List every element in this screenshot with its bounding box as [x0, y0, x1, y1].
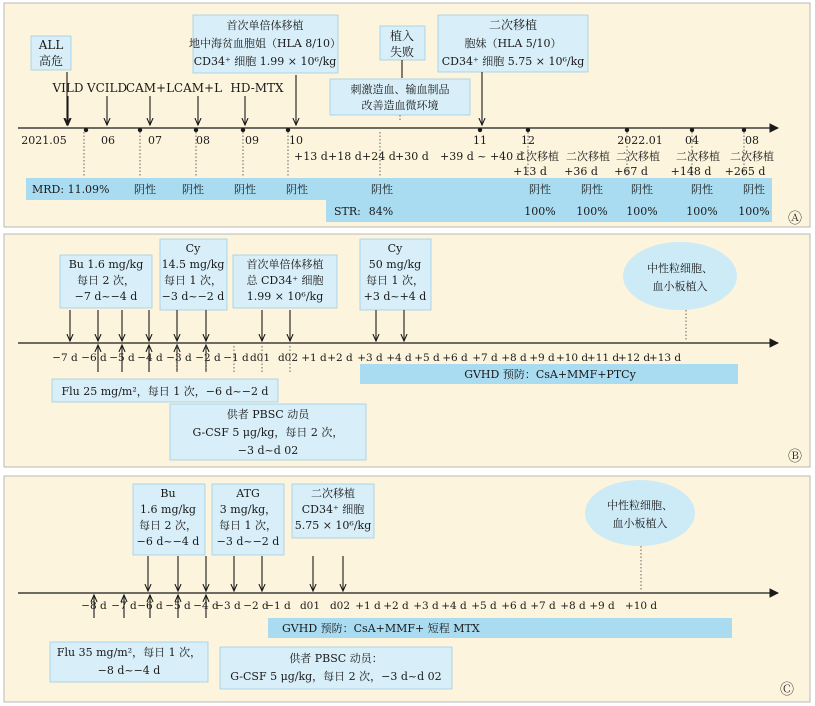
mrd-value: 阴性 [529, 183, 551, 196]
month-label: 2021.05 [21, 134, 67, 147]
str-value: 100% [524, 205, 556, 218]
atg-line: −3 d~−2 d [216, 535, 280, 548]
panel-b-tick-label: −3 d [166, 352, 192, 364]
mrd-value: 阴性 [631, 183, 653, 196]
month-label: 10 [289, 134, 303, 147]
post-second-day: +13 d [513, 165, 547, 178]
mobilize-c-line: 供者 PBSC 动员： [289, 652, 383, 665]
bu-line: 每日 2 次， [77, 274, 135, 287]
cy1-line: −3 d~−2 d [161, 290, 225, 303]
panel-b-tick-label: d02 [277, 352, 299, 364]
str-value: 100% [686, 205, 718, 218]
engraft-b-line: 血小板植入 [652, 280, 708, 293]
regimen-label: VILD [52, 81, 84, 95]
str-label: STR: [334, 205, 361, 218]
panel-b-tick-label: d01 [249, 352, 271, 364]
panel-c-tick-label: −8 d [81, 600, 107, 612]
regimen-label: CAM+L [173, 81, 223, 95]
cy2-line: 50 mg/kg [368, 258, 422, 271]
mrd-value: 阴性 [691, 183, 713, 196]
month-label: 09 [245, 134, 259, 147]
month-dot [742, 128, 746, 132]
panel-b-tick-label: +7 d [472, 352, 498, 364]
day-label: +18 d [328, 150, 362, 163]
engraft-c-ellipse [585, 480, 695, 546]
salvage-line: 改善造血微环境 [361, 99, 439, 112]
panel-c-tick-label: +9 d [589, 600, 615, 612]
panel-c-tick-label: −5 d [165, 600, 191, 612]
regimen-label: VCILD [86, 81, 128, 95]
panel-c-tick-label: +7 d [530, 600, 556, 612]
panel-c-tick-label: +2 d [383, 600, 409, 612]
panel-b-tick-label: −4 d [137, 352, 163, 364]
month-dot [84, 128, 88, 132]
panel-c-tick-label: +1 d [355, 600, 381, 612]
str-value: 100% [576, 205, 608, 218]
mobilize-b-line: −3 d~d 02 [237, 444, 299, 457]
panel-c-tick-label: +8 d [560, 600, 586, 612]
regimen-label: HD-MTX [230, 81, 284, 95]
graft-failure-line: 失败 [389, 45, 415, 59]
day-label: +24 d [362, 150, 396, 163]
cy2-line: 每日 1 次， [366, 274, 424, 287]
mobilize-b-line: G-CSF 5 μg/kg，每日 2 次， [192, 426, 344, 439]
panel-c-tick-label: −1 d [265, 600, 291, 612]
post-second-label: 二次移植 [515, 150, 559, 163]
first-transplant-line: 地中海贫血胞姐（HLA 8/10） [188, 37, 342, 50]
bu-c-line: Bu [160, 487, 176, 500]
panel-b-tick-label: +5 d [414, 352, 440, 364]
month-dot [625, 128, 629, 132]
graft-failure-line: 植入 [389, 29, 415, 43]
panel-c-tick-label: d02 [329, 600, 351, 612]
engraft-b-ellipse [623, 242, 737, 310]
cy1-line: 每日 1 次， [164, 274, 222, 287]
transplant-c-line: 二次移植 [311, 487, 355, 500]
transplant-b-line: 1.99 × 10⁶/kg [246, 290, 324, 303]
panel-b [4, 234, 810, 467]
panel-c-tick-label: +5 d [471, 600, 497, 612]
panel-b-tick-label: +6 d [442, 352, 468, 364]
panel-c-tick-label: +10 d [624, 600, 658, 612]
engraft-c-line: 中性粒细胞、 [607, 499, 673, 512]
bu-c-line: 每日 2 次， [139, 519, 197, 532]
panel-c-tick-label: −2 d [243, 600, 269, 612]
engraft-b-line: 中性粒细胞、 [647, 262, 713, 275]
mrd-value: 阴性 [581, 183, 603, 196]
bu-line: −7 d~−4 d [74, 290, 138, 303]
mobilize-b-line: 供者 PBSC 动员 [226, 408, 310, 421]
panel-c-tick-label: −3 d [215, 600, 241, 612]
first-transplant-line: CD34⁺ 细胞 1.99 × 10⁶/kg [193, 55, 337, 68]
month-label: 11 [473, 134, 487, 147]
mrd-value: 阴性 [743, 183, 765, 196]
panel-b-tick-label: +9 d [529, 352, 555, 364]
atg-line: 每日 1 次， [219, 519, 277, 532]
day-label: +13 d [294, 150, 328, 163]
panel-b-tick-label: +1 d [301, 352, 327, 364]
second-transplant-line: 二次移植 [488, 18, 538, 32]
panel-c-tick-label: −7 d [111, 600, 137, 612]
panel-c-label: Ⓒ [780, 682, 794, 698]
flu-b-text: Flu 25 mg/m²，每日 1 次，−6 d~−2 d [61, 385, 269, 398]
panel-a-label: Ⓐ [788, 211, 802, 227]
month-dot [241, 128, 245, 132]
panel-b-tick-label: +12 d [617, 352, 651, 364]
panel-b-tick-label: −1 d [223, 352, 249, 364]
panel-b-tick-label: +4 d [386, 352, 412, 364]
panel-b-tick-label: +13 d [648, 352, 682, 364]
salvage-line: 刺激造血、输血制品 [350, 83, 450, 96]
panel-c-tick-label: +3 d [413, 600, 439, 612]
panel-b-tick-label: +3 d [357, 352, 383, 364]
mrd-value: 阴性 [234, 183, 256, 196]
panel-c-tick-label: −6 d [137, 600, 163, 612]
atg-line: 3 mg/kg， [219, 503, 277, 516]
panel-b-tick-label: −6 d [81, 352, 107, 364]
diagnosis-line: 高危 [38, 54, 64, 68]
month-dot [478, 128, 482, 132]
month-dot [194, 128, 198, 132]
day-label: +30 d [395, 150, 429, 163]
str-value: 100% [626, 205, 658, 218]
month-dot [138, 128, 142, 132]
mrd-value: 阴性 [134, 183, 156, 196]
panel-c-tick-label: +6 d [501, 600, 527, 612]
mobilize-c-line: G-CSF 5 μg/kg，每日 2 次，−3 d~d 02 [230, 670, 442, 683]
panel-c [4, 476, 810, 702]
engraft-c-line: 血小板植入 [612, 517, 668, 530]
post-second-label: 二次移植 [566, 150, 610, 163]
month-label: 08 [745, 134, 759, 147]
month-dot [526, 128, 530, 132]
month-dot [690, 128, 694, 132]
transplant-c-line: CD34⁺ 细胞 [301, 503, 365, 516]
month-label: 2022.01 [617, 134, 663, 147]
second-transplant-line: 胞妹（HLA 5/10） [464, 37, 562, 50]
panel-b-tick-label: −7 d [52, 352, 78, 364]
transplant-c-line: 5.75 × 10⁶/kg [294, 519, 372, 532]
panel-b-label: Ⓑ [788, 449, 802, 465]
bu-c-line: −6 d~−4 d [136, 535, 200, 548]
month-label: 06 [101, 134, 115, 147]
mrd-value: 阴性 [286, 183, 308, 196]
post-second-day: +67 d [614, 165, 648, 178]
panel-c-ticks [81, 600, 657, 612]
post-second-label: 二次移植 [730, 150, 774, 163]
str-value: 100% [738, 205, 770, 218]
atg-line: ATG [236, 487, 260, 500]
panel-c-tick-label: d01 [299, 600, 321, 612]
bu-c-line: 1.6 mg/kg [140, 503, 196, 516]
flu-c-line: −8 d~−4 d [97, 664, 161, 677]
month-dot [286, 128, 290, 132]
mrd-value: 阴性 [371, 183, 393, 196]
first-transplant-line: 首次单倍体移植 [226, 19, 304, 32]
regimen-label: CAM+L [125, 81, 175, 95]
mrd-value: 阴性 [182, 183, 204, 196]
cy2-line: +3 d~+4 d [363, 290, 427, 303]
post-second-label: 二次移植 [616, 150, 660, 163]
flu-c-line: Flu 35 mg/m²，每日 1 次， [56, 646, 202, 659]
panel-c-tick-label: −4 d [193, 600, 219, 612]
panel-b-tick-label: +8 d [501, 352, 527, 364]
gvhd-c-text: GVHD 预防：CsA+MMF+ 短程 MTX [282, 622, 480, 635]
post-second-day: +265 d [724, 165, 766, 178]
month-label: 04 [685, 134, 699, 147]
gvhd-b-text: GVHD 预防：CsA+MMF+PTCy [464, 368, 636, 381]
str-value: 84% [368, 205, 394, 218]
post-second-day: +148 d [670, 165, 712, 178]
transplant-b-line: 首次单倍体移植 [246, 258, 324, 271]
cy1-line: Cy [185, 242, 201, 255]
panel-b-tick-label: −2 d [195, 352, 221, 364]
mrd-label: MRD: 11.09% [32, 183, 110, 196]
bu-line: Bu 1.6 mg/kg [68, 258, 144, 271]
cy1-line: 14.5 mg/kg [161, 258, 225, 271]
panel-b-tick-label: −5 d [109, 352, 135, 364]
month-label: 08 [196, 134, 210, 147]
panel-b-tick-label: +10 d [555, 352, 589, 364]
panel-b-tick-label: +2 d [327, 352, 353, 364]
panel-b-tick-label: +11 d [586, 352, 620, 364]
post-second-label: 二次移植 [676, 150, 720, 163]
post-second-day: +36 d [564, 165, 598, 178]
diagnosis-line: ALL [38, 38, 64, 52]
day-label: +39 d ~ +40 d [440, 150, 524, 163]
panel-c-tick-label: +4 d [441, 600, 467, 612]
transplant-b-line: 总 CD34⁺ 细胞 [246, 274, 324, 287]
month-label: 12 [521, 134, 535, 147]
month-label: 07 [148, 134, 162, 147]
cy2-line: Cy [387, 242, 403, 255]
panel-b-ticks [52, 352, 681, 364]
second-transplant-line: CD34⁺ 细胞 5.75 × 10⁶/kg [441, 55, 585, 68]
panel-a [4, 3, 810, 227]
